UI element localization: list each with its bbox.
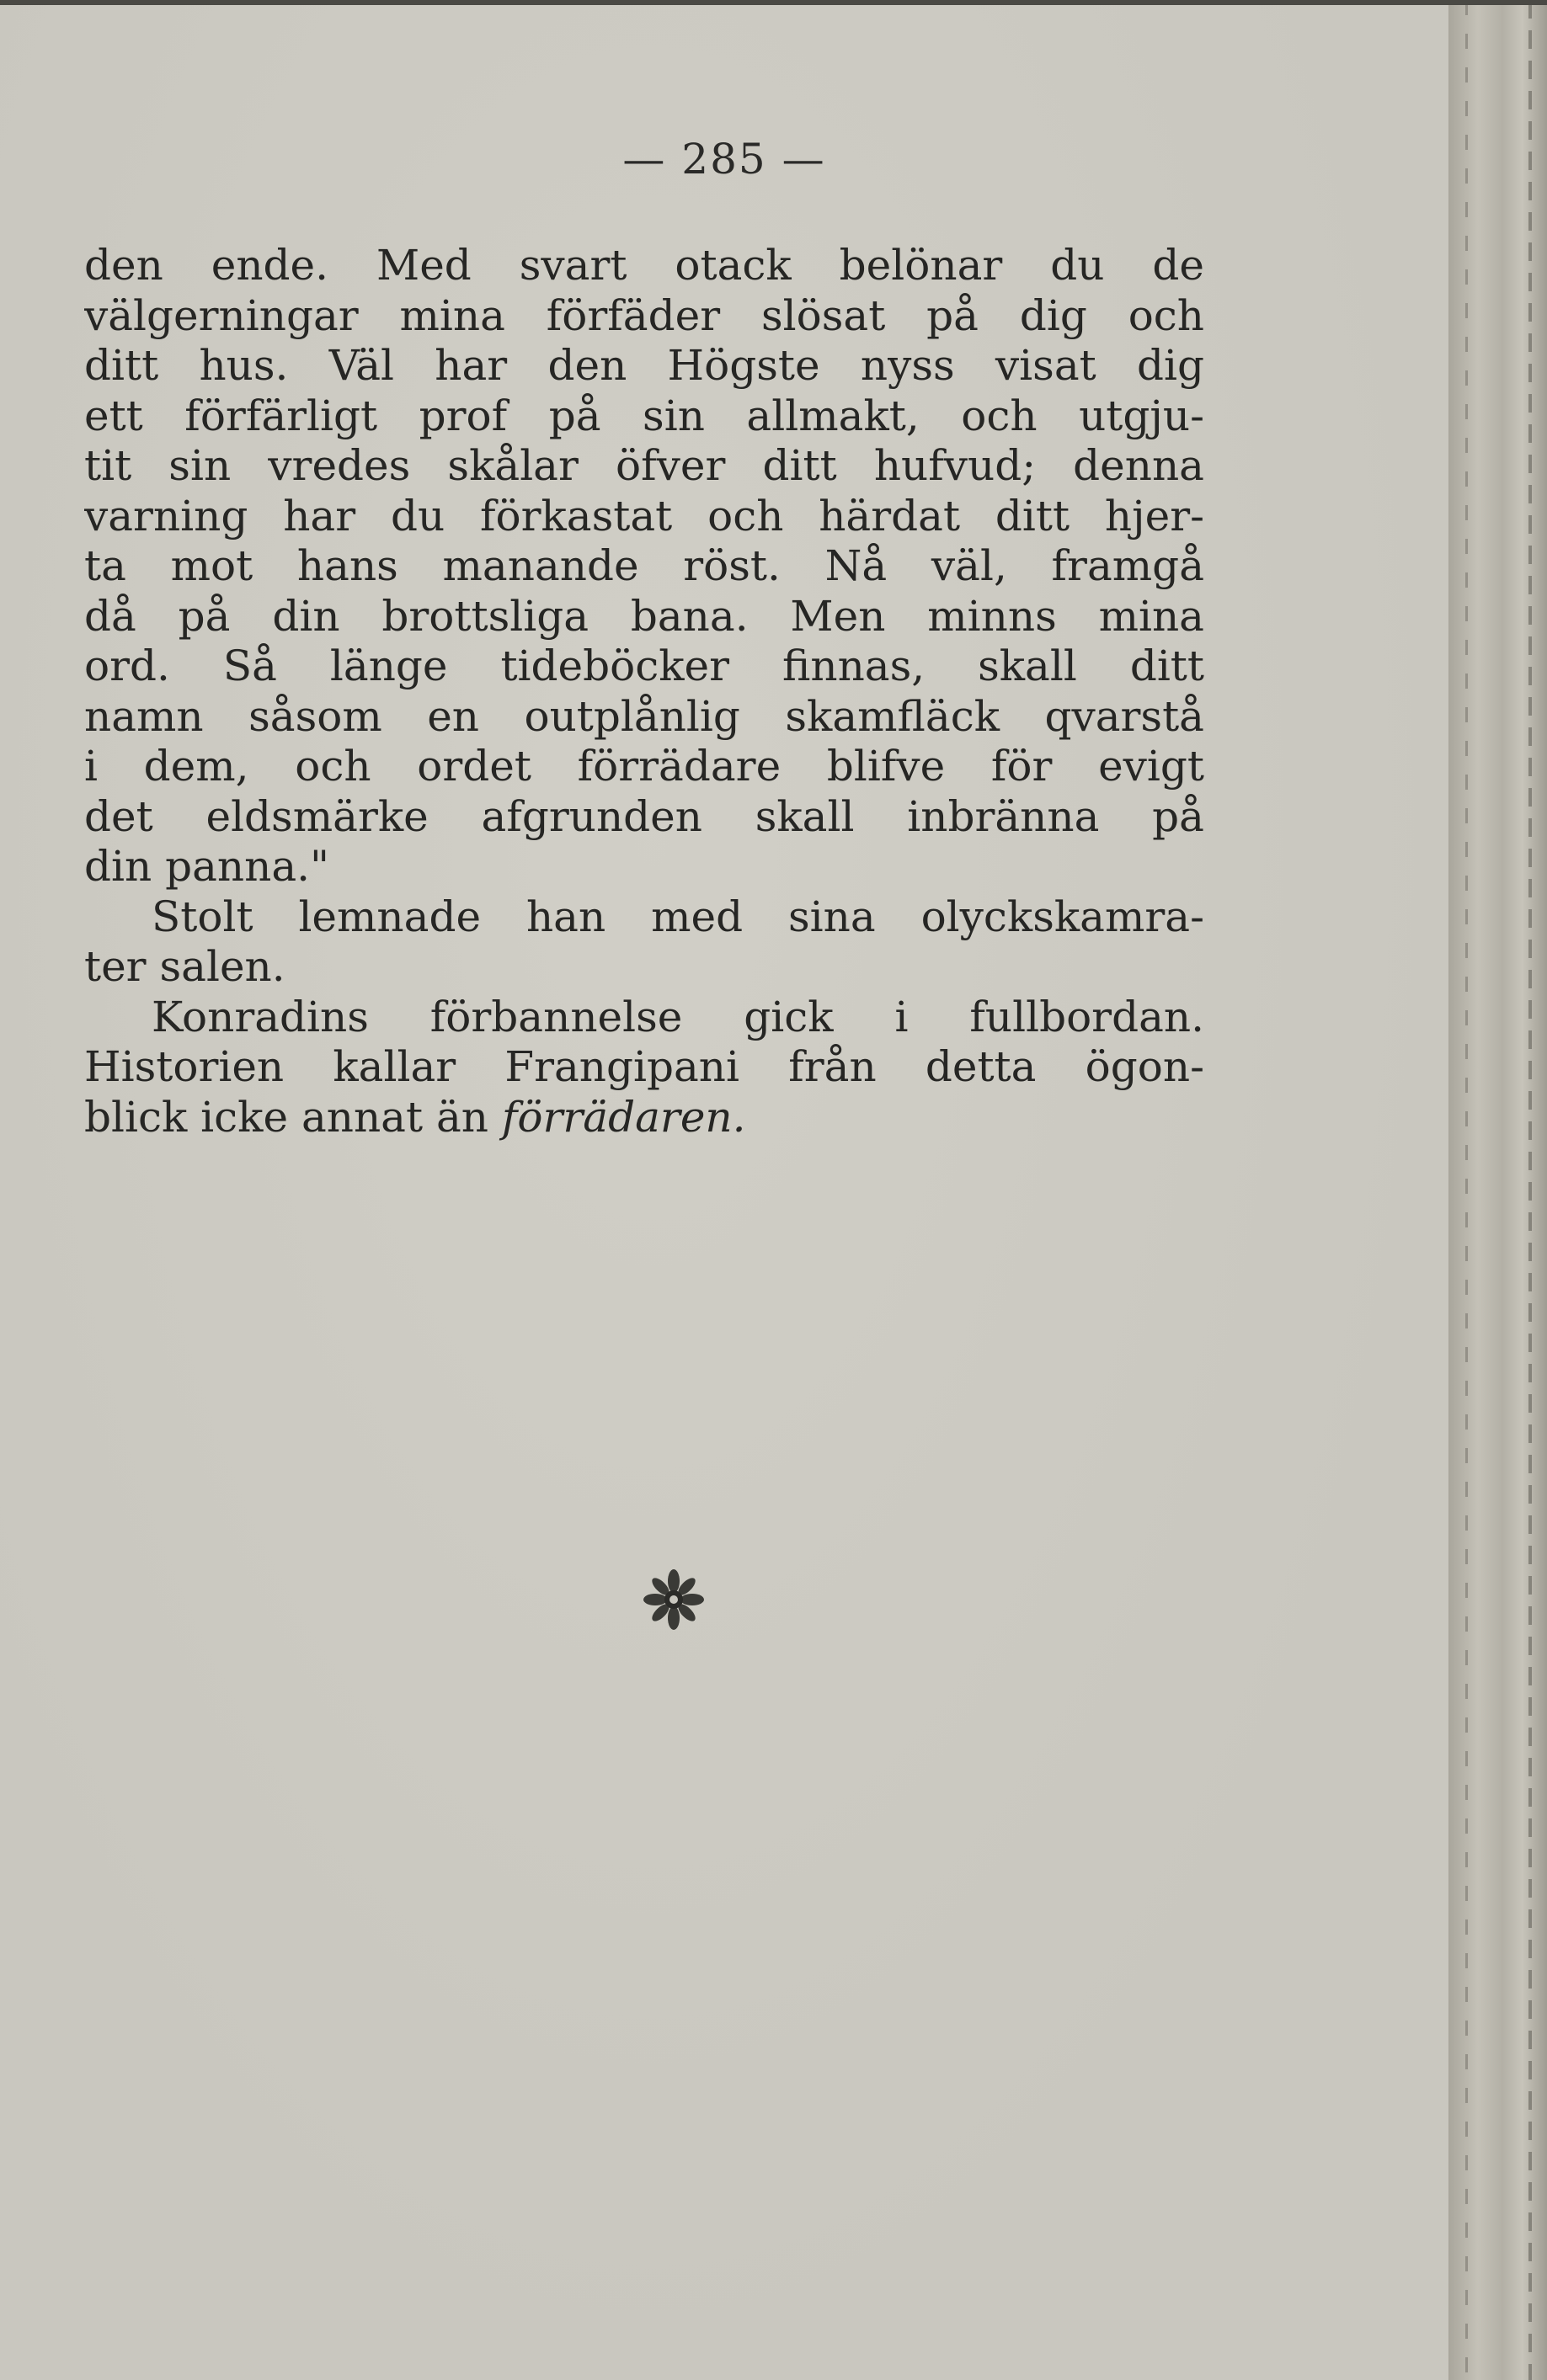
top-edge-shadow — [0, 0, 1547, 5]
page-number: — 285 — — [622, 135, 826, 184]
text-line: ord. Så länge tideböcker finnas, skall ditt — [84, 642, 1204, 690]
text-line: Historien kallar Frangipani från detta ögon- — [84, 1042, 1204, 1091]
text-line: din panna." — [84, 842, 330, 891]
italic-word: förrädaren. — [501, 1092, 746, 1142]
page-edge-binding — [1448, 0, 1547, 2380]
text-line: välgerningar mina förfäder slösat på dig och — [84, 290, 1204, 340]
ornament-icon — [640, 1566, 707, 1633]
body-text — [84, 241, 1204, 1142]
text-line: i dem, och ordet förrädare blifve för evigt — [84, 742, 1204, 791]
text-line: ta mot hans manande röst. Nå väl, framgå — [84, 541, 1204, 590]
text-line: varning har du förkastat och härdat ditt hjer- — [84, 491, 1204, 540]
text-line: ter salen. — [84, 942, 285, 991]
text-line: tit sin vredes skålar öfver ditt hufvud; denna — [84, 441, 1204, 490]
text-line: det eldsmärke afgrunden skall inbränna på — [84, 791, 1204, 841]
text-line: Stolt lemnade han med sina olyckskamra- — [152, 892, 1204, 941]
text-line: namn såsom en outplånlig skamfläck qvarstå — [84, 691, 1204, 741]
text-line: ditt hus. Väl har den Högste nyss visat dig — [84, 341, 1204, 390]
text-line: Konradins förbannelse gick i fullbordan. — [152, 992, 1204, 1041]
text-line: den ende. Med svart otack belönar du de — [84, 241, 1204, 290]
text-line: ett förfärligt prof på sin allmakt, och utgju- — [84, 391, 1204, 440]
text-line-final — [84, 1093, 1204, 1143]
final-line-text: blick icke annat än — [84, 1092, 502, 1142]
text-line: då på din brottsliga bana. Men minns mina — [84, 591, 1204, 641]
